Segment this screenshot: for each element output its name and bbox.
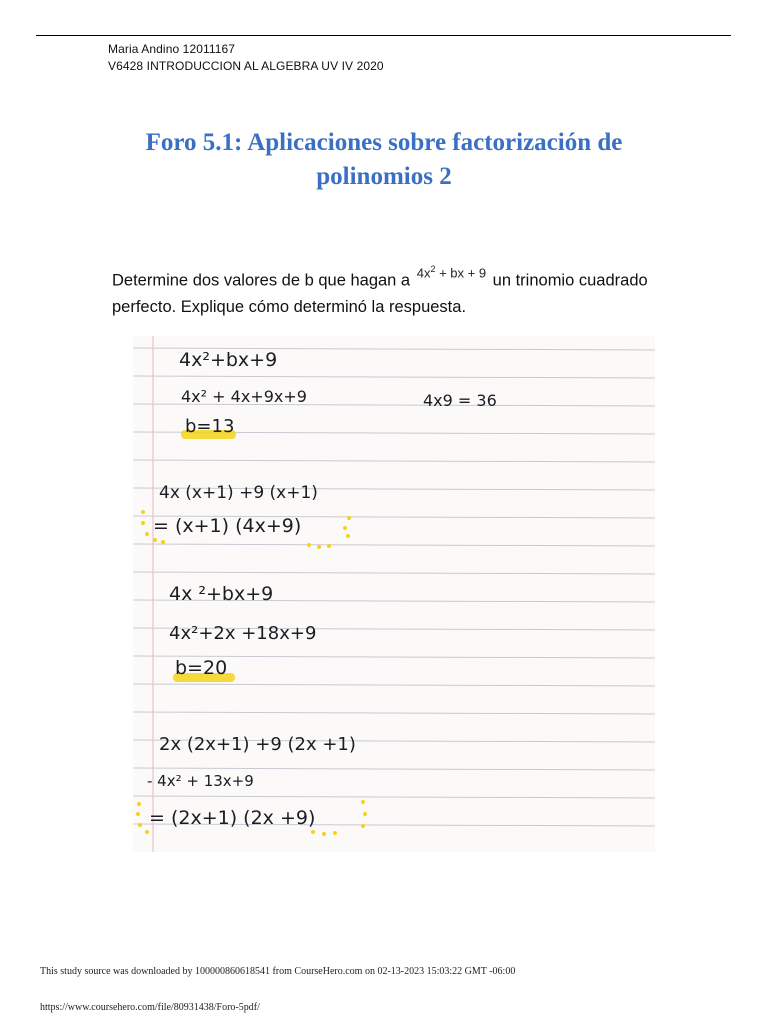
download-note: This study source was downloaded by 100000860618541 from CourseHero.com on 02-13-2023 15:03:22 GMT -06:00 <box>40 966 516 977</box>
page-title: Foro 5.1: Aplicaciones sobre factorización de polinomios 2 <box>145 129 623 190</box>
question-after: un trinomio cuadrado perfecto. Explique cómo determinó la respuesta. <box>112 271 648 317</box>
source-url[interactable]: https://www.coursehero.com/file/80931438/Foro-5pdf/ <box>40 1002 260 1013</box>
hw-line-2: 4x² + 4x+9x+9 <box>181 387 307 406</box>
student-name: Maria Andino 12011167 <box>108 42 236 56</box>
hw-line-11: - 4x² + 13x+9 <box>147 772 254 790</box>
hw-line-1: 4x²+bx+9 <box>179 349 278 371</box>
hw-line-10: 2x (2x+1) +9 (2x +1) <box>159 734 356 755</box>
hw-line-9: b=20 <box>175 657 228 679</box>
question-formula <box>417 256 486 286</box>
question-text <box>112 256 712 321</box>
formula-part-a: 4x <box>416 265 431 281</box>
notebook-svg <box>133 336 655 852</box>
hw-line-7: 4x ²+bx+9 <box>169 583 274 605</box>
hw-line-8: 4x²+2x +18x+9 <box>169 623 317 644</box>
hw-line-4: b=13 <box>185 416 235 437</box>
hw-line-5: 4x (x+1) +9 (x+1) <box>159 483 318 503</box>
top-rule <box>36 35 731 36</box>
formula-exponent: 2 <box>430 264 436 274</box>
hw-line-3: 4x9 = 36 <box>423 391 497 410</box>
hw-line-6: = (x+1) (4x+9) <box>153 515 302 537</box>
highlight-marks <box>173 430 236 682</box>
formula-part-b: + bx + 9 <box>435 265 487 281</box>
hw-line-12: = (2x+1) (2x +9) <box>149 807 316 829</box>
question-before: Determine dos valores de b que hagan a <box>112 271 411 290</box>
course-name: V6428 INTRODUCCION AL ALGEBRA UV IV 2020 <box>108 59 384 73</box>
handwritten-notebook-photo <box>133 336 655 852</box>
